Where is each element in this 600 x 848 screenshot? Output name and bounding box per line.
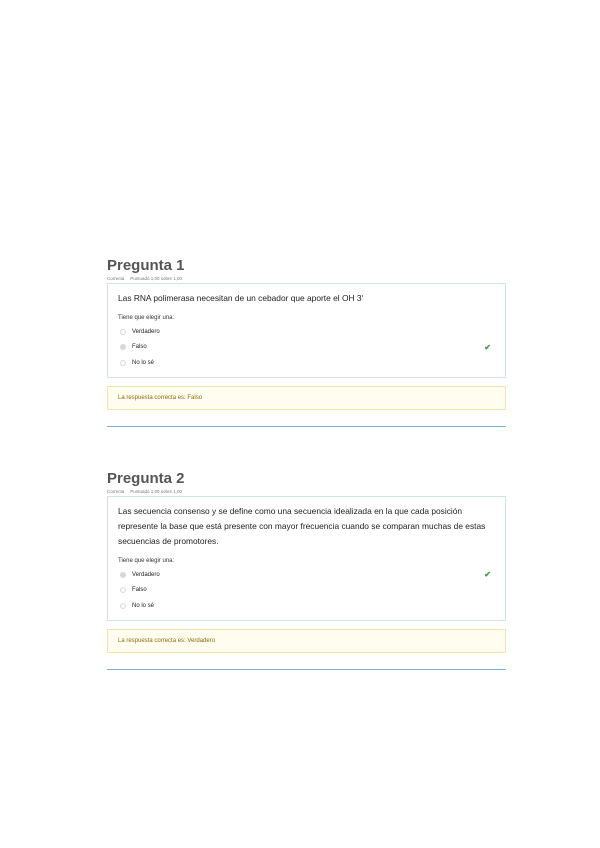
choose-label: Tiene que elegir una:: [118, 558, 175, 564]
answer-option[interactable]: [118, 324, 495, 340]
radio-button[interactable]: [120, 587, 126, 593]
question-1: [107, 257, 506, 427]
radio-button[interactable]: [120, 360, 126, 366]
question-info: [107, 489, 506, 495]
question-score: Puntuadó 1,00 sobre 1,00: [130, 276, 183, 281]
choose-label: Tiene que elegir una:: [118, 315, 175, 321]
answer-option[interactable]: [118, 355, 495, 371]
radio-button[interactable]: [120, 603, 126, 609]
answer-option[interactable]: [118, 583, 495, 599]
radio-button-selected[interactable]: [120, 572, 126, 578]
question-2: [107, 470, 506, 670]
check-icon: ✔: [484, 342, 491, 352]
question-status: Correcta: [107, 489, 125, 494]
question-title: Pregunta 1: [107, 257, 185, 274]
correct-answer-feedback: La respuesta correcta es: Falso: [107, 386, 506, 410]
question-text: Las secuencia consenso y se define como una secuencia idealizada en la que cada posición represente la base que está presente con mayor frecuencia cuando se comparan muchas de estas secuencias de promotores.: [118, 506, 486, 546]
option-label[interactable]: No lo sé: [132, 359, 155, 366]
answer-option[interactable]: [118, 567, 495, 583]
option-label[interactable]: Verdadero: [132, 571, 160, 578]
question-title: Pregunta 2: [107, 470, 185, 487]
question-box: [107, 283, 506, 378]
check-icon: ✔: [484, 570, 491, 580]
option-label[interactable]: No lo sé: [132, 602, 155, 609]
radio-button[interactable]: [120, 329, 126, 335]
question-text: Las RNA polimerasa necesitan de un cebador que aporte el OH 3': [118, 293, 364, 303]
option-label[interactable]: Verdadero: [132, 328, 160, 335]
radio-button-selected[interactable]: [120, 344, 126, 350]
question-info: [107, 276, 506, 282]
separator: [107, 426, 506, 427]
correct-answer-feedback: La respuesta correcta es: Verdadero: [107, 629, 506, 653]
answer-option[interactable]: [118, 598, 495, 614]
separator: [107, 669, 506, 670]
answer-option[interactable]: [118, 340, 495, 356]
question-box: [107, 496, 506, 621]
option-label[interactable]: Falso: [132, 587, 147, 594]
question-status: Correcta: [107, 276, 125, 281]
question-score: Puntuadó 1,00 sobre 1,00: [130, 489, 183, 494]
option-label[interactable]: Falso: [132, 344, 147, 351]
